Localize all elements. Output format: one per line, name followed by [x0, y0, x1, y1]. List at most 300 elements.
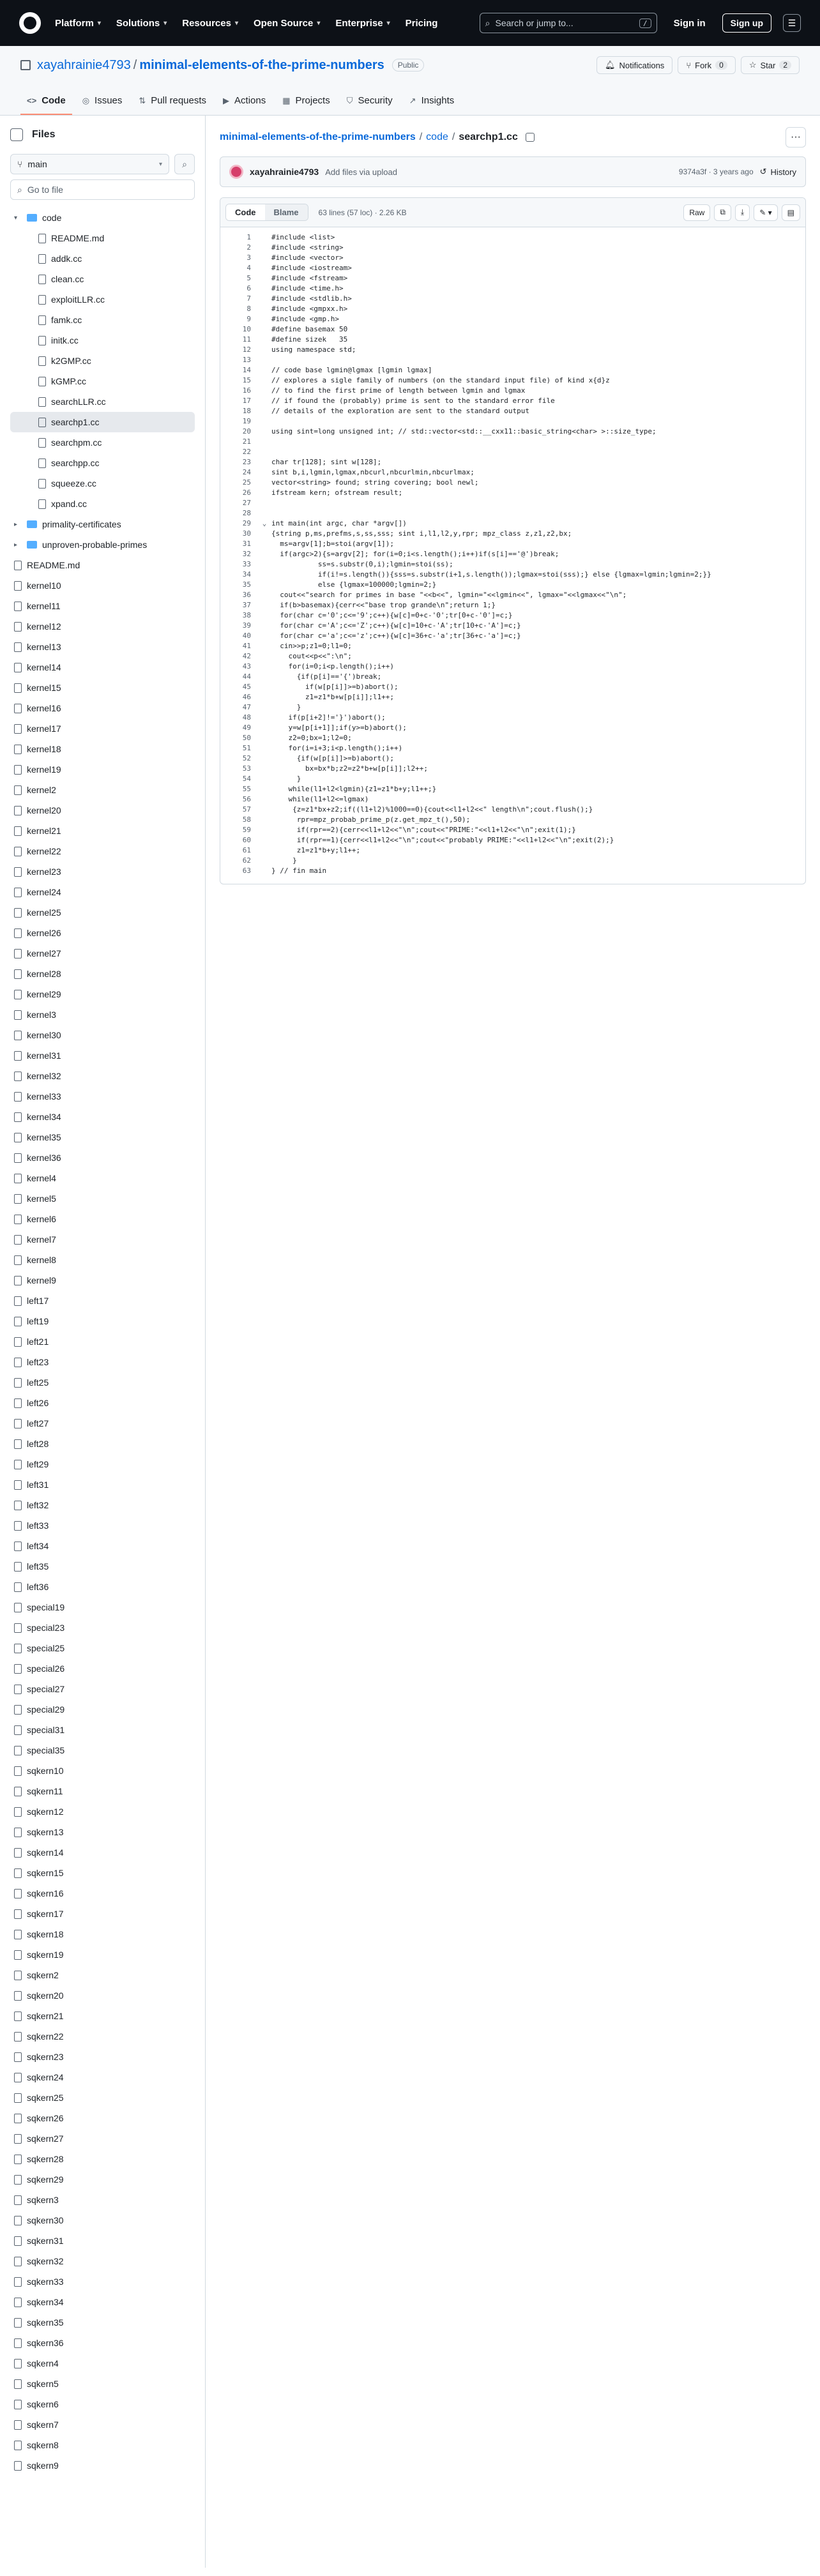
tree-file-item[interactable]: [10, 2169, 195, 2190]
line-number[interactable]: 36: [242, 591, 251, 599]
tree-file-item[interactable]: [10, 2455, 195, 2476]
blame-view-button[interactable]: Blame: [265, 204, 308, 220]
tree-file-item[interactable]: [10, 1454, 195, 1474]
tree-file-item[interactable]: [10, 2251, 195, 2271]
tree-file-item[interactable]: [10, 2292, 195, 2312]
tree-file-item[interactable]: [10, 1474, 195, 1495]
tree-file-item[interactable]: [10, 2190, 195, 2210]
file-icon: [14, 1439, 22, 1449]
line-number[interactable]: 15: [242, 376, 251, 384]
tree-file-item[interactable]: [10, 1352, 195, 1372]
fold-gutter: [257, 825, 271, 835]
code-text: #include <gmpxx.h>: [271, 305, 348, 313]
tree-file-item[interactable]: [10, 984, 195, 1004]
commit-author-link[interactable]: xayahrainie4793: [250, 167, 319, 177]
chevron-down-icon: ▾: [97, 19, 101, 27]
line-number[interactable]: 63: [242, 867, 251, 875]
tree-file-item[interactable]: [10, 1618, 195, 1638]
history-label: History: [770, 167, 796, 177]
code-text: if(i!=s.length()){sss=s.substr(i+1,s.length());lgmax=stoi(sss);} else {lgmax=lgmin;lgmin=2;}}: [271, 570, 711, 579]
tree-file-item[interactable]: [10, 1148, 195, 1168]
tree-file-item[interactable]: [10, 2271, 195, 2292]
line-number[interactable]: 17: [242, 397, 251, 405]
line-number[interactable]: 7: [247, 294, 251, 303]
tree-item-label: left21: [27, 1337, 49, 1347]
line-number[interactable]: 21: [242, 437, 251, 446]
line-number[interactable]: 2: [247, 243, 251, 252]
tree-file-item[interactable]: [10, 228, 195, 248]
tree-file-item[interactable]: [10, 453, 195, 473]
tree-file-item[interactable]: [10, 1270, 195, 1291]
chevron-right-icon[interactable]: ▸: [14, 541, 18, 549]
code-line: [220, 641, 805, 651]
tree-file-item[interactable]: [10, 657, 195, 678]
global-search-input[interactable]: [480, 13, 657, 33]
tree-file-item[interactable]: [10, 1924, 195, 1944]
line-number[interactable]: 10: [242, 325, 251, 333]
tree-item-label: sqkern26: [27, 2113, 64, 2123]
tree-file-item[interactable]: [10, 1250, 195, 1270]
tree-file-item[interactable]: [10, 1188, 195, 1209]
tree-item-label: famk.cc: [51, 315, 82, 325]
tab-insights[interactable]: [403, 95, 461, 115]
tree-file-item[interactable]: [10, 1740, 195, 1761]
breadcrumb-repo-link[interactable]: minimal-elements-of-the-prime-numbers: [220, 132, 416, 142]
line-number[interactable]: 53: [242, 764, 251, 773]
tree-file-item[interactable]: [10, 698, 195, 718]
menu-icon[interactable]: ☰: [783, 14, 801, 32]
fold-gutter: [257, 498, 271, 508]
tree-file-item[interactable]: [10, 1393, 195, 1413]
line-number[interactable]: 30: [242, 529, 251, 538]
github-logo-icon[interactable]: [19, 12, 41, 34]
tree-file-item[interactable]: [10, 2353, 195, 2374]
code-line: [220, 324, 805, 335]
line-number[interactable]: 12: [242, 345, 251, 354]
line-number[interactable]: 20: [242, 427, 251, 436]
nav-label: Pricing: [405, 17, 438, 29]
tree-file-item[interactable]: [10, 861, 195, 882]
code-line: [220, 457, 805, 467]
line-number[interactable]: 24: [242, 468, 251, 476]
tree-item-label: kernel5: [27, 1193, 56, 1204]
tree-item-label: left23: [27, 1357, 49, 1367]
line-number[interactable]: 44: [242, 672, 251, 681]
commit-message[interactable]: Add files via upload: [325, 167, 397, 177]
code-line: [220, 835, 805, 845]
tree-folder-item[interactable]: [10, 208, 195, 228]
shield-icon: ⛉: [346, 95, 353, 105]
tree-item-label: left34: [27, 1541, 49, 1551]
line-number[interactable]: 52: [242, 754, 251, 762]
tree-file-item[interactable]: [10, 678, 195, 698]
line-number[interactable]: 54: [242, 775, 251, 783]
tree-file-item[interactable]: [10, 1556, 195, 1577]
tree-file-item[interactable]: [10, 1781, 195, 1801]
tree-file-item[interactable]: [10, 1658, 195, 1679]
tree-file-item[interactable]: [10, 841, 195, 861]
tree-file-item[interactable]: [10, 2231, 195, 2251]
chevron-right-icon[interactable]: ▸: [14, 520, 18, 528]
tree-item-label: kernel7: [27, 1234, 56, 1245]
tree-file-item[interactable]: [10, 637, 195, 657]
tree-file-item[interactable]: [10, 1965, 195, 1985]
avatar[interactable]: [229, 165, 243, 179]
search-files-button[interactable]: [174, 154, 195, 174]
line-number[interactable]: 23: [242, 458, 251, 466]
edit-icon[interactable]: ✎ ▾: [754, 204, 777, 221]
tree-item-label: kernel31: [27, 1050, 61, 1061]
tree-file-item[interactable]: [10, 1413, 195, 1434]
line-number[interactable]: 39: [242, 621, 251, 630]
tree-file-item[interactable]: [10, 575, 195, 596]
tree-item-label: sqkern14: [27, 1847, 64, 1858]
tree-file-item[interactable]: [10, 473, 195, 494]
notifications-button[interactable]: [596, 56, 672, 74]
tree-file-item[interactable]: [10, 1822, 195, 1842]
nav-label: Platform: [55, 17, 94, 29]
line-number[interactable]: 19: [242, 417, 251, 425]
tree-file-item[interactable]: [10, 739, 195, 759]
line-number[interactable]: 4: [247, 264, 251, 272]
tree-file-item[interactable]: [10, 2128, 195, 2149]
tree-item-label: sqkern29: [27, 2174, 64, 2185]
tree-file-item[interactable]: [10, 1944, 195, 1965]
code-line: [220, 355, 805, 365]
fold-gutter: [257, 416, 271, 427]
file-icon: [14, 1644, 22, 1653]
code-text: {string p,ms,prefms,s,ss,sss; sint i,l1,l2,y,rpr; mpz_class z,z1,z2,bx;: [271, 529, 572, 538]
tree-file-item[interactable]: [10, 1004, 195, 1025]
tree-file-item[interactable]: [10, 1536, 195, 1556]
tree-file-item[interactable]: [10, 1025, 195, 1045]
line-number[interactable]: 6: [247, 284, 251, 292]
tree-file-item[interactable]: [10, 494, 195, 514]
line-number[interactable]: 16: [242, 386, 251, 395]
tree-file-item[interactable]: [10, 1066, 195, 1086]
repo-name-link[interactable]: minimal-elements-of-the-prime-numbers: [139, 57, 384, 72]
tree-file-item[interactable]: [10, 1209, 195, 1229]
file-icon: [14, 2379, 22, 2389]
tree-file-item[interactable]: [10, 2333, 195, 2353]
fold-gutter: [257, 713, 271, 723]
line-number[interactable]: 25: [242, 478, 251, 487]
tree-file-item[interactable]: [10, 1311, 195, 1331]
tree-file-item[interactable]: [10, 2210, 195, 2231]
line-number[interactable]: 47: [242, 703, 251, 711]
repo-owner-link[interactable]: xayahrainie4793: [37, 57, 131, 72]
fold-gutter: [257, 529, 271, 539]
tree-file-item[interactable]: [10, 412, 195, 432]
tree-file-item[interactable]: [10, 1761, 195, 1781]
line-number[interactable]: 62: [242, 856, 251, 865]
tree-file-item[interactable]: [10, 2394, 195, 2414]
line-number[interactable]: 9: [247, 315, 251, 323]
tree-file-item[interactable]: [10, 780, 195, 800]
line-number[interactable]: 35: [242, 580, 251, 589]
code-line: [220, 304, 805, 314]
tree-item-label: kernel23: [27, 867, 61, 877]
tree-item-label: sqkern36: [27, 2338, 64, 2348]
tree-file-item[interactable]: [10, 596, 195, 616]
issue-icon: ◎: [82, 95, 90, 105]
file-icon: [14, 1358, 22, 1367]
tree-file-item[interactable]: [10, 1679, 195, 1699]
tree-file-item[interactable]: [10, 2108, 195, 2128]
fold-gutter: [257, 304, 271, 314]
tree-item-label: kernel6: [27, 1214, 56, 1224]
tree-file-item[interactable]: [10, 902, 195, 923]
line-number[interactable]: 57: [242, 805, 251, 814]
tree-item-label: kernel18: [27, 744, 61, 754]
raw-button[interactable]: Raw: [683, 204, 710, 221]
symbols-panel-icon[interactable]: ▤: [782, 204, 800, 221]
tab-pull-requests[interactable]: [132, 95, 213, 115]
star-button[interactable]: [741, 56, 800, 74]
code-view-button[interactable]: Code: [226, 204, 265, 220]
chevron-down-icon[interactable]: ▾: [14, 214, 18, 222]
code-line: [220, 294, 805, 304]
line-number[interactable]: 61: [242, 846, 251, 854]
line-number[interactable]: 3: [247, 254, 251, 262]
tree-file-item[interactable]: [10, 248, 195, 269]
tree-file-item[interactable]: [10, 1168, 195, 1188]
tree-file-item[interactable]: [10, 1801, 195, 1822]
tree-file-item[interactable]: [10, 1577, 195, 1597]
tree-file-item[interactable]: [10, 1127, 195, 1148]
line-number[interactable]: 38: [242, 611, 251, 619]
tab-actions[interactable]: [216, 95, 272, 115]
tree-file-item[interactable]: [10, 1045, 195, 1066]
commit-meta[interactable]: 9374a3f · 3 years ago: [678, 167, 754, 176]
file-icon: [14, 1521, 22, 1531]
tree-file-item[interactable]: [10, 1720, 195, 1740]
tree-file-item[interactable]: [10, 2067, 195, 2087]
tree-file-item[interactable]: [10, 1229, 195, 1250]
line-number[interactable]: 60: [242, 836, 251, 844]
tree-file-item[interactable]: [10, 964, 195, 984]
file-icon: [38, 275, 46, 284]
tree-file-item[interactable]: [10, 1107, 195, 1127]
sign-up-button[interactable]: Sign up: [722, 13, 771, 33]
tree-file-item[interactable]: [10, 310, 195, 330]
tree-file-item[interactable]: [10, 616, 195, 637]
nav-resources[interactable]: [182, 18, 238, 29]
code-line: [220, 784, 805, 794]
tree-file-item[interactable]: [10, 923, 195, 943]
line-number[interactable]: 8: [247, 305, 251, 313]
fold-gutter: [257, 764, 271, 774]
tree-item-label: kernel35: [27, 1132, 61, 1142]
tree-file-item[interactable]: [10, 1863, 195, 1883]
tree-file-item[interactable]: [10, 289, 195, 310]
tree-file-item[interactable]: [10, 330, 195, 351]
fork-button[interactable]: [678, 56, 736, 74]
line-number[interactable]: 22: [242, 448, 251, 456]
line-number[interactable]: 13: [242, 356, 251, 364]
line-number[interactable]: 27: [242, 499, 251, 507]
nav-pricing[interactable]: [406, 18, 438, 29]
fold-gutter: [257, 784, 271, 794]
tab-label: Projects: [295, 95, 330, 106]
nav-open-source[interactable]: [254, 18, 320, 29]
line-number[interactable]: 55: [242, 785, 251, 793]
file-icon: [14, 2114, 22, 2123]
line-number[interactable]: 14: [242, 366, 251, 374]
line-number[interactable]: 37: [242, 601, 251, 609]
play-icon: ▶: [223, 95, 230, 105]
line-number[interactable]: 51: [242, 744, 251, 752]
code-text: {if(p[i]=='{')break;: [271, 672, 382, 681]
copy-path-icon[interactable]: [526, 133, 535, 142]
tree-file-item[interactable]: [10, 821, 195, 841]
line-number[interactable]: 5: [247, 274, 251, 282]
global-nav: [55, 18, 437, 29]
tree-file-item[interactable]: [10, 943, 195, 964]
line-number[interactable]: 49: [242, 724, 251, 732]
tree-item-label: left29: [27, 1459, 49, 1469]
tree-file-item[interactable]: [10, 2149, 195, 2169]
tree-file-item[interactable]: [10, 2374, 195, 2394]
file-icon: [14, 1542, 22, 1551]
file-icon: [14, 2093, 22, 2103]
download-icon[interactable]: ⤓: [735, 204, 750, 221]
line-number[interactable]: 32: [242, 550, 251, 558]
tree-item-label: special26: [27, 1663, 65, 1674]
line-number[interactable]: 18: [242, 407, 251, 415]
tree-file-item[interactable]: [10, 1842, 195, 1863]
tree-file-item[interactable]: [10, 432, 195, 453]
tree-file-item[interactable]: [10, 2414, 195, 2435]
tree-file-item[interactable]: [10, 1434, 195, 1454]
tree-file-item[interactable]: [10, 718, 195, 739]
sidebar-collapse-icon[interactable]: [10, 128, 23, 141]
tree-file-item[interactable]: [10, 2026, 195, 2047]
tree-file-item[interactable]: [10, 351, 195, 371]
line-number[interactable]: 59: [242, 826, 251, 834]
branch-selector[interactable]: [10, 154, 169, 174]
line-number[interactable]: 33: [242, 560, 251, 568]
line-number[interactable]: 58: [242, 815, 251, 824]
line-number[interactable]: 11: [242, 335, 251, 344]
folder-icon: [27, 541, 37, 549]
line-number[interactable]: 48: [242, 713, 251, 722]
line-number[interactable]: 34: [242, 570, 251, 579]
file-icon: [14, 1746, 22, 1755]
line-number[interactable]: 29: [242, 519, 251, 527]
line-number[interactable]: 41: [242, 642, 251, 650]
history-button[interactable]: [760, 167, 796, 177]
line-number[interactable]: 56: [242, 795, 251, 803]
tree-file-item[interactable]: [10, 391, 195, 412]
tree-item-label: kernel8: [27, 1255, 56, 1265]
file-icon: [38, 377, 46, 386]
code-line: [220, 416, 805, 427]
copy-icon[interactable]: ⧉: [714, 204, 731, 221]
tree-file-item[interactable]: [10, 2006, 195, 2026]
fold-chevron-icon[interactable]: ⌄: [262, 519, 267, 527]
fold-gutter: [257, 590, 271, 600]
tree-item-label: special23: [27, 1623, 65, 1633]
tree-folder-item[interactable]: [10, 534, 195, 555]
fold-gutter: [257, 845, 271, 856]
line-number[interactable]: 28: [242, 509, 251, 517]
sign-in-link[interactable]: Sign in: [673, 17, 706, 29]
line-number[interactable]: 26: [242, 489, 251, 497]
tree-file-item[interactable]: [10, 1985, 195, 2006]
code-text: vector<string> found; string covering; bool newl;: [271, 478, 479, 487]
fold-gutter: [257, 232, 271, 243]
more-options-button[interactable]: ···: [786, 127, 806, 148]
tree-file-item[interactable]: [10, 2087, 195, 2108]
tree-file-item[interactable]: [10, 1638, 195, 1658]
tab-code[interactable]: [20, 95, 72, 115]
nav-enterprise[interactable]: [335, 18, 390, 29]
tree-item-label: searchpp.cc: [51, 458, 100, 468]
tree-file-item[interactable]: [10, 2312, 195, 2333]
line-number[interactable]: 42: [242, 652, 251, 660]
line-number[interactable]: 43: [242, 662, 251, 671]
file-icon: [38, 254, 46, 264]
code-text: if(rpr==2){cerr<<l1+l2<<"\n";cout<<"PRIME:"<<l1+l2<<"\n";exit(1);}: [271, 826, 576, 834]
line-number[interactable]: 46: [242, 693, 251, 701]
tab-issues[interactable]: [76, 95, 129, 115]
fold-gutter: [257, 447, 271, 457]
line-number[interactable]: 31: [242, 540, 251, 548]
tree-file-item[interactable]: [10, 1086, 195, 1107]
tree-file-item[interactable]: [10, 1495, 195, 1515]
star-label: Star: [760, 60, 776, 70]
tree-item-label: left26: [27, 1398, 49, 1408]
tree-item-label: left27: [27, 1418, 49, 1428]
tree-file-item[interactable]: [10, 1904, 195, 1924]
nav-solutions[interactable]: [116, 18, 167, 29]
code-line: [220, 396, 805, 406]
tree-file-item[interactable]: [10, 800, 195, 821]
breadcrumb-folder-link[interactable]: code: [426, 132, 448, 142]
tree-file-item[interactable]: [10, 555, 195, 575]
tab-security[interactable]: [340, 95, 399, 115]
tree-item-label: kernel32: [27, 1071, 61, 1081]
line-number[interactable]: 1: [247, 233, 251, 241]
tree-file-item[interactable]: [10, 1883, 195, 1904]
nav-platform[interactable]: [55, 18, 101, 29]
tree-folder-item[interactable]: [10, 514, 195, 534]
tree-file-item[interactable]: [10, 1291, 195, 1311]
tree-file-item[interactable]: [10, 1372, 195, 1393]
file-icon: [14, 1419, 22, 1428]
tree-file-item[interactable]: [10, 1515, 195, 1536]
tree-item-label: kernel21: [27, 826, 61, 836]
line-number[interactable]: 45: [242, 683, 251, 691]
tree-file-item[interactable]: [10, 2435, 195, 2455]
tab-projects[interactable]: [276, 95, 336, 115]
fold-gutter: [257, 294, 271, 304]
tree-file-item[interactable]: [10, 1597, 195, 1618]
tree-file-item[interactable]: [10, 759, 195, 780]
tree-file-item[interactable]: [10, 269, 195, 289]
line-number[interactable]: 50: [242, 734, 251, 742]
file-icon: [14, 2236, 22, 2246]
tree-file-item[interactable]: [10, 1699, 195, 1720]
tree-file-item[interactable]: [10, 371, 195, 391]
tree-file-item[interactable]: [10, 2047, 195, 2067]
tree-file-item[interactable]: [10, 1331, 195, 1352]
go-to-file-input[interactable]: [10, 179, 195, 200]
chevron-down-icon: ▾: [163, 19, 167, 27]
tree-file-item[interactable]: [10, 882, 195, 902]
line-number[interactable]: 40: [242, 632, 251, 640]
